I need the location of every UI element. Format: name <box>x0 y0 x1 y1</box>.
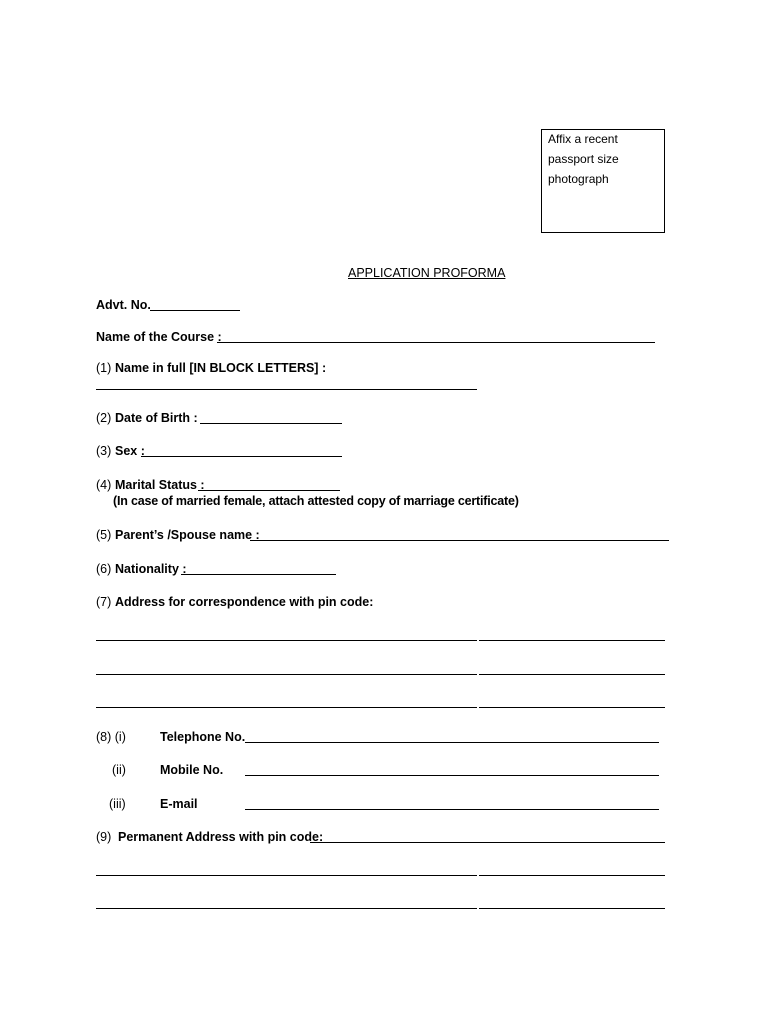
mobile-label: Mobile No. <box>160 763 224 777</box>
permanent-address-line-2a[interactable] <box>96 908 477 909</box>
address-line-1b[interactable] <box>479 640 665 641</box>
q3-label: Sex : <box>115 444 145 458</box>
address-line-3b[interactable] <box>479 707 665 708</box>
q4-note: (In case of married female, attach attested copy of marriage certificate) <box>113 494 519 508</box>
q8-number: (8) (i) <box>96 730 126 744</box>
q1-label: Name in full [IN BLOCK LETTERS] : <box>115 361 327 375</box>
q9-label: Permanent Address with pin code: <box>118 830 324 844</box>
course-label: Name of the Course : <box>96 330 222 344</box>
photo-text-line3: photograph <box>548 172 609 186</box>
address-line-3a[interactable] <box>96 707 477 708</box>
course-field[interactable] <box>217 342 655 343</box>
mobile-field[interactable] <box>245 775 659 776</box>
photo-box <box>541 129 665 233</box>
advt-field[interactable] <box>150 310 240 311</box>
q7-number: (7) <box>96 595 112 609</box>
dob-field[interactable] <box>200 423 342 424</box>
permanent-address-line-2b[interactable] <box>479 908 665 909</box>
q1-number: (1) <box>96 361 112 375</box>
sex-field[interactable] <box>141 456 342 457</box>
parent-spouse-field[interactable] <box>250 540 669 541</box>
q6-number: (6) <box>96 562 112 576</box>
email-label: E-mail <box>160 797 198 811</box>
q3-number: (3) <box>96 444 112 458</box>
photo-text-line1: Affix a recent <box>548 132 618 146</box>
q2-number: (2) <box>96 411 112 425</box>
marital-status-field[interactable] <box>198 490 340 491</box>
permanent-address-line-1b[interactable] <box>479 875 665 876</box>
q4-number: (4) <box>96 478 112 492</box>
q8-iii-number: (iii) <box>109 797 126 811</box>
q8-ii-number: (ii) <box>112 763 126 777</box>
q9-number: (9) <box>96 830 112 844</box>
address-line-2b[interactable] <box>479 674 665 675</box>
q5-label: Parent’s /Spouse name : <box>115 528 260 542</box>
telephone-label: Telephone No. <box>160 730 246 744</box>
advt-label: Advt. No. <box>96 298 151 312</box>
telephone-field[interactable] <box>245 742 659 743</box>
email-field[interactable] <box>245 809 659 810</box>
nationality-field[interactable] <box>181 574 336 575</box>
form-title: APPLICATION PROFORMA <box>348 266 506 280</box>
permanent-address-line-0[interactable] <box>310 842 665 843</box>
q4-label: Marital Status : <box>115 478 205 492</box>
q7-label: Address for correspondence with pin code: <box>115 595 374 609</box>
q2-label: Date of Birth : <box>115 411 198 425</box>
address-line-2a[interactable] <box>96 674 477 675</box>
address-line-1a[interactable] <box>96 640 477 641</box>
q5-number: (5) <box>96 528 112 542</box>
name-field[interactable] <box>96 389 477 390</box>
permanent-address-line-1a[interactable] <box>96 875 477 876</box>
q6-label: Nationality : <box>115 562 187 576</box>
photo-text-line2: passport size <box>548 152 619 166</box>
